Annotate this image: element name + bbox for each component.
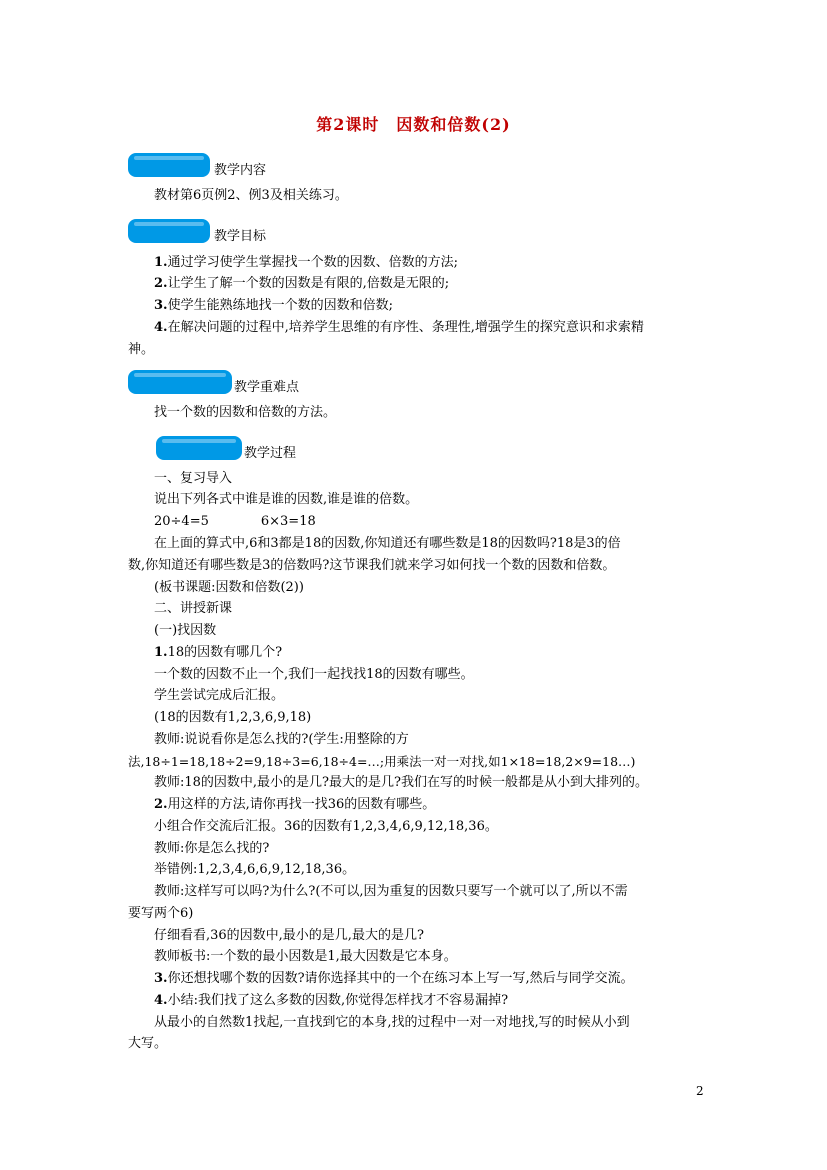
- process-line: 教师板书:一个数的最小因数是1,最大因数是它本身。: [154, 949, 457, 964]
- process-line: 从最小的自然数1找起,一直找到它的本身,找的过程中一对一对地找,写的时候从小到: [154, 1015, 630, 1030]
- section-badge: [128, 219, 210, 243]
- goal-item: 3.使学生能熟练地找一个数的因数和倍数;: [154, 298, 393, 313]
- process-line: 1.18的因数有哪几个?: [154, 645, 283, 660]
- process-line: 小组合作交流后汇报。36的因数有1,2,3,4,6,9,12,18,36。: [154, 819, 498, 834]
- section-label: 教学过程: [244, 446, 297, 461]
- section-header-goals: [128, 219, 328, 245]
- process-line: 教师:说说看你是怎么找的?(学生:用整除的方: [154, 732, 409, 747]
- key-text: 找一个数的因数和倍数的方法。: [154, 405, 337, 420]
- process-line: 要写两个6): [128, 906, 194, 921]
- process-line: 大写。: [128, 1036, 168, 1051]
- process-line: 数,你知道还有哪些数是3的倍数吗?这节课我们就来学习如何找一个数的因数和倍数。: [128, 558, 616, 573]
- page-number: 2: [696, 1084, 704, 1098]
- process-line: 教师:你是怎么找的?: [154, 841, 270, 856]
- process-line: 学生尝试完成后汇报。: [154, 688, 285, 703]
- section-label: 教学重难点: [234, 380, 300, 395]
- process-line: 法,18÷1=18,18÷2=9,18÷3=6,18÷4=…;用乘法一对一对找,如1×18=18,2×9=18…): [128, 754, 636, 769]
- process-line: 4.小结:我们找了这么多数的因数,你觉得怎样找才不容易漏掉?: [154, 993, 509, 1008]
- goal-item: 1.通过学习使学生掌握找一个数的因数、倍数的方法;: [154, 255, 458, 270]
- process-line: 一、复习导入: [154, 471, 233, 486]
- section-header-process: [156, 436, 356, 462]
- section-badge: [128, 153, 210, 177]
- process-line: 3.你还想找哪个数的因数?请你选择其中的一个在练习本上写一写,然后与同学交流。: [154, 971, 634, 986]
- section-header-content: [128, 153, 328, 179]
- section-label: 教学内容: [214, 163, 267, 178]
- process-line: 2.用这样的方法,请你再找一找36的因数有哪些。: [154, 797, 436, 812]
- process-line: 二、讲授新课: [154, 601, 233, 616]
- section-header-key: [128, 370, 348, 396]
- goal-item: 神。: [128, 342, 155, 357]
- page-title: 第2课时 因数和倍数(2): [316, 115, 511, 134]
- process-line: 一个数的因数不止一个,我们一起找找18的因数有哪些。: [154, 667, 474, 682]
- process-line: (板书课题:因数和倍数(2)): [154, 580, 304, 595]
- process-line: (一)找因数: [154, 623, 217, 638]
- process-line: 教师:18的因数中,最小的是几?最大的是几?我们在写的时候一般都是从小到大排列的。: [154, 775, 648, 790]
- goal-item: 2.让学生了解一个数的因数是有限的,倍数是无限的;: [154, 276, 450, 291]
- process-line: 教师:这样写可以吗?为什么?(不可以,因为重复的因数只要写一个就可以了,所以不需: [154, 884, 628, 899]
- section-badge: [128, 370, 232, 394]
- goal-item: 4.在解决问题的过程中,培养学生思维的有序性、条理性,增强学生的探究意识和求索精: [154, 320, 644, 335]
- process-line: 举错例:1,2,3,4,6,6,9,12,18,36。: [154, 862, 356, 877]
- section-badge: [156, 436, 242, 460]
- section-label: 教学目标: [214, 229, 267, 244]
- process-line: 说出下列各式中谁是谁的因数,谁是谁的倍数。: [154, 492, 419, 507]
- process-line: (18的因数有1,2,3,6,9,18): [154, 710, 312, 725]
- process-line: 20÷4=5 6×3=18: [154, 514, 316, 529]
- content-text: 教材第6页例2、例3及相关练习。: [154, 188, 348, 203]
- process-line: 在上面的算式中,6和3都是18的因数,你知道还有哪些数是18的因数吗?18是3的倍: [154, 536, 621, 551]
- process-line: 仔细看看,36的因数中,最小的是几,最大的是几?: [154, 928, 424, 943]
